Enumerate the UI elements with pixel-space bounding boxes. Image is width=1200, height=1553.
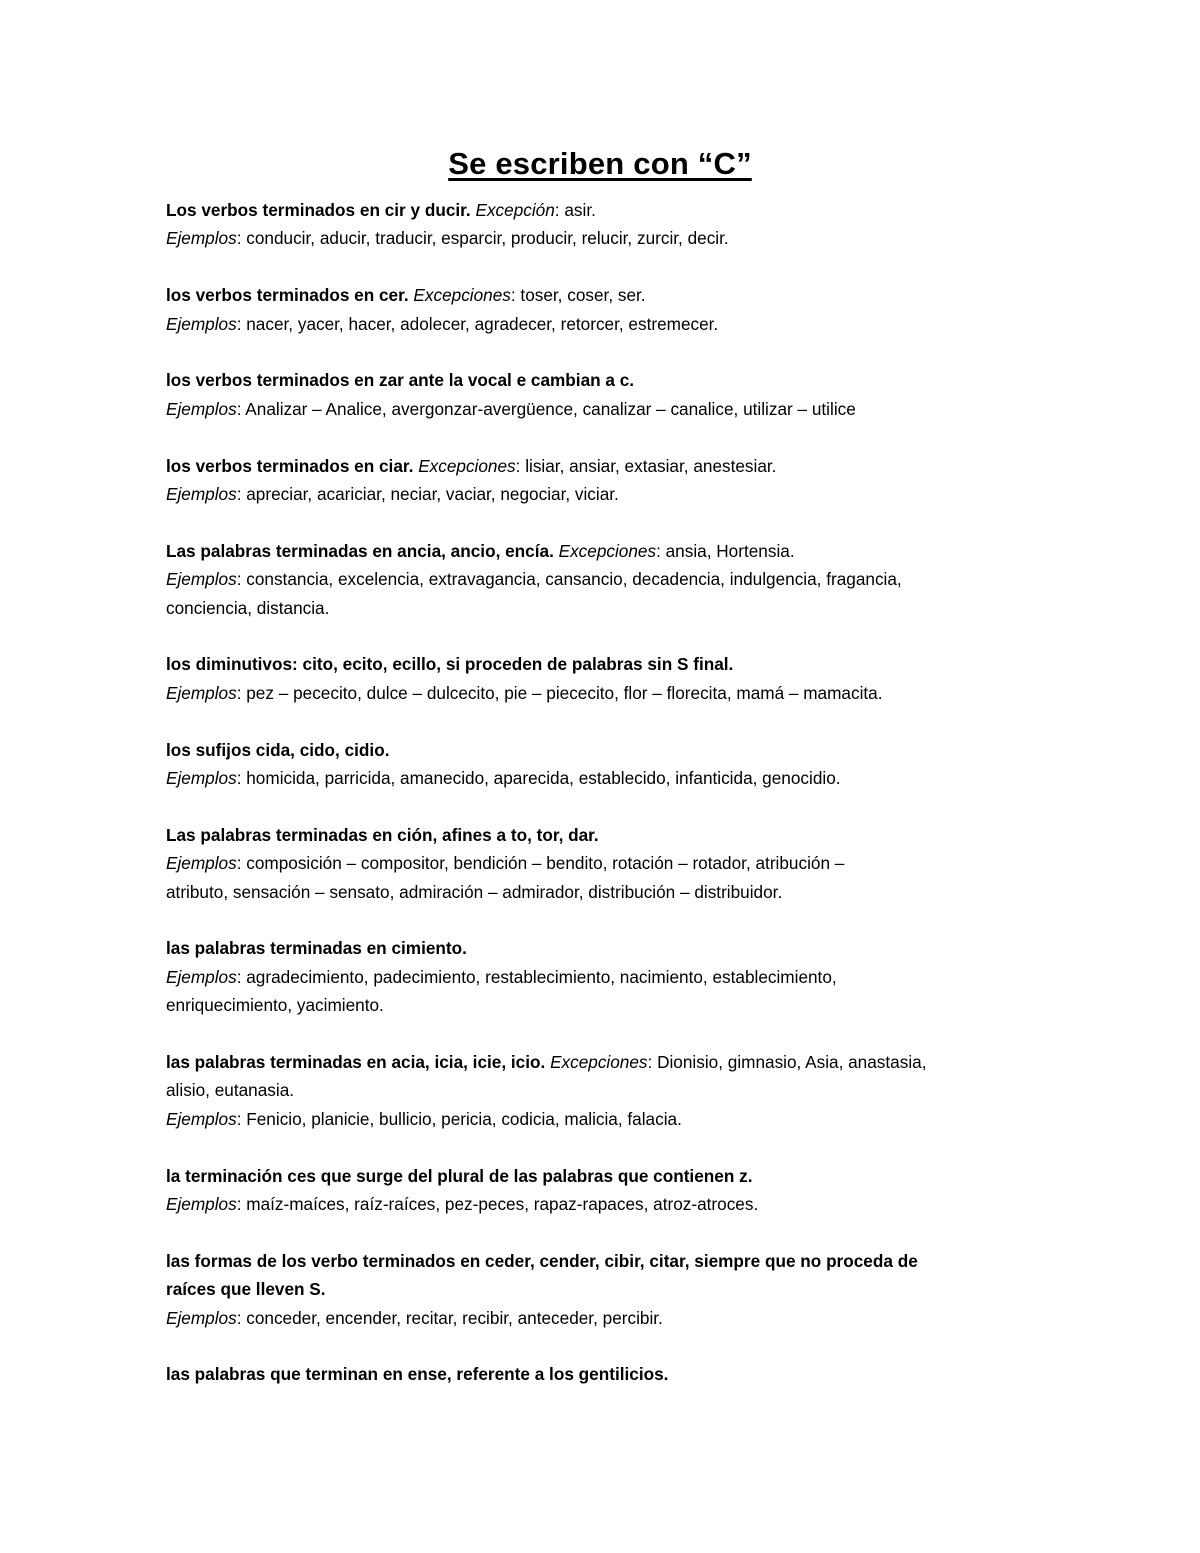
rule-item bbox=[166, 1048, 1016, 1133]
exceptions-text: : ansia, Hortensia. bbox=[656, 540, 795, 561]
rule-heading-line bbox=[166, 281, 1016, 309]
rules-list bbox=[166, 196, 1016, 1417]
rule-item bbox=[166, 366, 1016, 423]
examples-text: enriquecimiento, yacimiento. bbox=[166, 995, 384, 1016]
rule-heading: Los verbos terminados en cir y ducir. bbox=[166, 200, 471, 220]
rule-heading: las palabras terminadas en cimiento. bbox=[166, 938, 467, 959]
examples-line bbox=[166, 849, 1016, 877]
rule-heading: la terminación ces que surge del plural de las palabras que contienen z. bbox=[166, 1165, 753, 1186]
rule-heading-line bbox=[166, 537, 1016, 565]
rule-item bbox=[166, 537, 1016, 622]
examples-line bbox=[166, 1304, 1016, 1332]
exceptions-text: alisio, eutanasia. bbox=[166, 1080, 295, 1101]
examples-label: Ejemplos bbox=[166, 313, 237, 334]
examples-label: Ejemplos bbox=[166, 398, 237, 419]
rule-heading-line-continued bbox=[166, 1275, 1016, 1303]
rule-heading-line bbox=[166, 1247, 1016, 1275]
examples-line bbox=[166, 1190, 1016, 1218]
examples-line bbox=[166, 679, 1016, 707]
examples-text: atributo, sensación – sensato, admiración – admirador, distribución – distribuidor. bbox=[166, 881, 783, 902]
rule-item bbox=[166, 452, 1016, 509]
rule-item bbox=[166, 736, 1016, 793]
examples-label: Ejemplos bbox=[166, 768, 237, 789]
examples-text: : agradecimiento, padecimiento, restablecimiento, nacimiento, establecimiento, bbox=[236, 966, 837, 987]
examples-text: conciencia, distancia. bbox=[166, 597, 330, 618]
rule-item bbox=[166, 934, 1016, 1019]
rule-heading: los verbos terminados en cer. bbox=[166, 285, 409, 306]
examples-text: : apreciar, acariciar, neciar, vaciar, negociar, viciar. bbox=[236, 484, 619, 505]
examples-text: : conceder, encender, recitar, recibir, anteceder, percibir. bbox=[236, 1307, 663, 1328]
rule-heading: los sufijos cida, cido, cidio. bbox=[166, 739, 390, 760]
rule-heading-line bbox=[166, 452, 1016, 480]
rule-heading-line bbox=[166, 1048, 1016, 1076]
rule-heading-line bbox=[166, 1360, 1016, 1388]
rule-item bbox=[166, 281, 1016, 338]
examples-text: : pez – pececito, dulce – dulcecito, pie – piececito, flor – florecita, mamá – mamacita. bbox=[236, 682, 883, 703]
rule-heading-line bbox=[166, 196, 1016, 224]
examples-label: Ejemplos bbox=[166, 1307, 237, 1328]
examples-text: : conducir, aducir, traducir, esparcir, producir, relucir, zurcir, decir. bbox=[236, 228, 729, 249]
rule-item bbox=[166, 1360, 1016, 1388]
rule-heading: los verbos terminados en ciar. bbox=[166, 455, 414, 476]
examples-label: Ejemplos bbox=[166, 1194, 237, 1215]
exceptions-label: Excepciones bbox=[558, 540, 657, 561]
rule-heading: Las palabras terminadas en ancia, ancio, encía. bbox=[166, 540, 554, 561]
rule-item bbox=[166, 821, 1016, 906]
examples-line-continued bbox=[166, 594, 1016, 622]
examples-line bbox=[166, 224, 1016, 252]
exceptions-text: : lisiar, ansiar, extasiar, anestesiar. bbox=[515, 455, 777, 476]
rule-heading: las formas de los verbo terminados en ceder, cender, cibir, citar, siempre que no proceda de bbox=[166, 1250, 918, 1271]
examples-text: : nacer, yacer, hacer, adolecer, agradecer, retorcer, estremecer. bbox=[236, 313, 719, 334]
rule-heading: los diminutivos: cito, ecito, ecillo, si proceden de palabras sin S final. bbox=[166, 654, 734, 675]
examples-label: Ejemplos bbox=[166, 853, 237, 874]
examples-text: : maíz-maíces, raíz-raíces, pez-peces, rapaz-rapaces, atroz-atroces. bbox=[236, 1194, 759, 1215]
examples-label: Ejemplos bbox=[166, 966, 237, 987]
rule-item bbox=[166, 650, 1016, 707]
rule-item bbox=[166, 196, 1016, 253]
rule-heading-line bbox=[166, 1162, 1016, 1190]
exceptions-text: : toser, coser, ser. bbox=[510, 285, 646, 306]
rule-heading: raíces que lleven S. bbox=[166, 1279, 326, 1300]
examples-line bbox=[166, 310, 1016, 338]
rule-heading-line bbox=[166, 366, 1016, 394]
rule-heading: las palabras que terminan en ense, referente a los gentilicios. bbox=[166, 1364, 669, 1385]
examples-label: Ejemplos bbox=[166, 484, 237, 505]
rule-item bbox=[166, 1162, 1016, 1219]
examples-text: : homicida, parricida, amanecido, aparecida, establecido, infanticida, genocidio. bbox=[236, 768, 841, 789]
examples-text: : composición – compositor, bendición – bendito, rotación – rotador, atribución – bbox=[236, 853, 845, 874]
examples-line-continued bbox=[166, 878, 1016, 906]
examples-line bbox=[166, 963, 1016, 991]
exceptions-label: Excepciones bbox=[413, 285, 511, 306]
examples-line bbox=[166, 480, 1016, 508]
rule-heading: Las palabras terminadas en ción, afines a to, tor, dar. bbox=[166, 824, 599, 845]
rule-heading-line bbox=[166, 650, 1016, 678]
exceptions-text: : asir. bbox=[554, 200, 596, 220]
rule-heading: las palabras terminadas en acia, icia, icie, icio. bbox=[166, 1052, 546, 1073]
examples-text: : constancia, excelencia, extravagancia, cansancio, decadencia, indulgencia, fragancia, bbox=[236, 569, 902, 590]
rule-heading-line bbox=[166, 736, 1016, 764]
examples-line bbox=[166, 764, 1016, 792]
examples-line bbox=[166, 1105, 1016, 1133]
exceptions-label: Excepciones bbox=[418, 455, 516, 476]
examples-line bbox=[166, 395, 1016, 423]
rule-heading: los verbos terminados en zar ante la vocal e cambian a c. bbox=[166, 370, 635, 391]
examples-text: : Analizar – Analice, avergonzar-avergüence, canalizar – canalice, utilizar – utilice bbox=[236, 398, 856, 419]
examples-label: Ejemplos bbox=[166, 1108, 237, 1129]
exceptions-line-continued bbox=[166, 1076, 1016, 1104]
examples-line bbox=[166, 565, 1016, 593]
rule-heading-line bbox=[166, 934, 1016, 962]
examples-label: Ejemplos bbox=[166, 228, 237, 249]
examples-text: : Fenicio, planicie, bullicio, pericia, codicia, malicia, falacia. bbox=[236, 1108, 682, 1129]
examples-label: Ejemplos bbox=[166, 682, 237, 703]
exceptions-text: : Dionisio, gimnasio, Asia, anastasia, bbox=[647, 1052, 927, 1073]
rule-item bbox=[166, 1247, 1016, 1332]
exceptions-label: Excepción bbox=[475, 200, 555, 220]
examples-label: Ejemplos bbox=[166, 569, 237, 590]
exceptions-label: Excepciones bbox=[550, 1052, 648, 1073]
page-title: Se escriben con “C” bbox=[448, 146, 752, 181]
examples-line-continued bbox=[166, 991, 1016, 1019]
rule-heading-line bbox=[166, 821, 1016, 849]
